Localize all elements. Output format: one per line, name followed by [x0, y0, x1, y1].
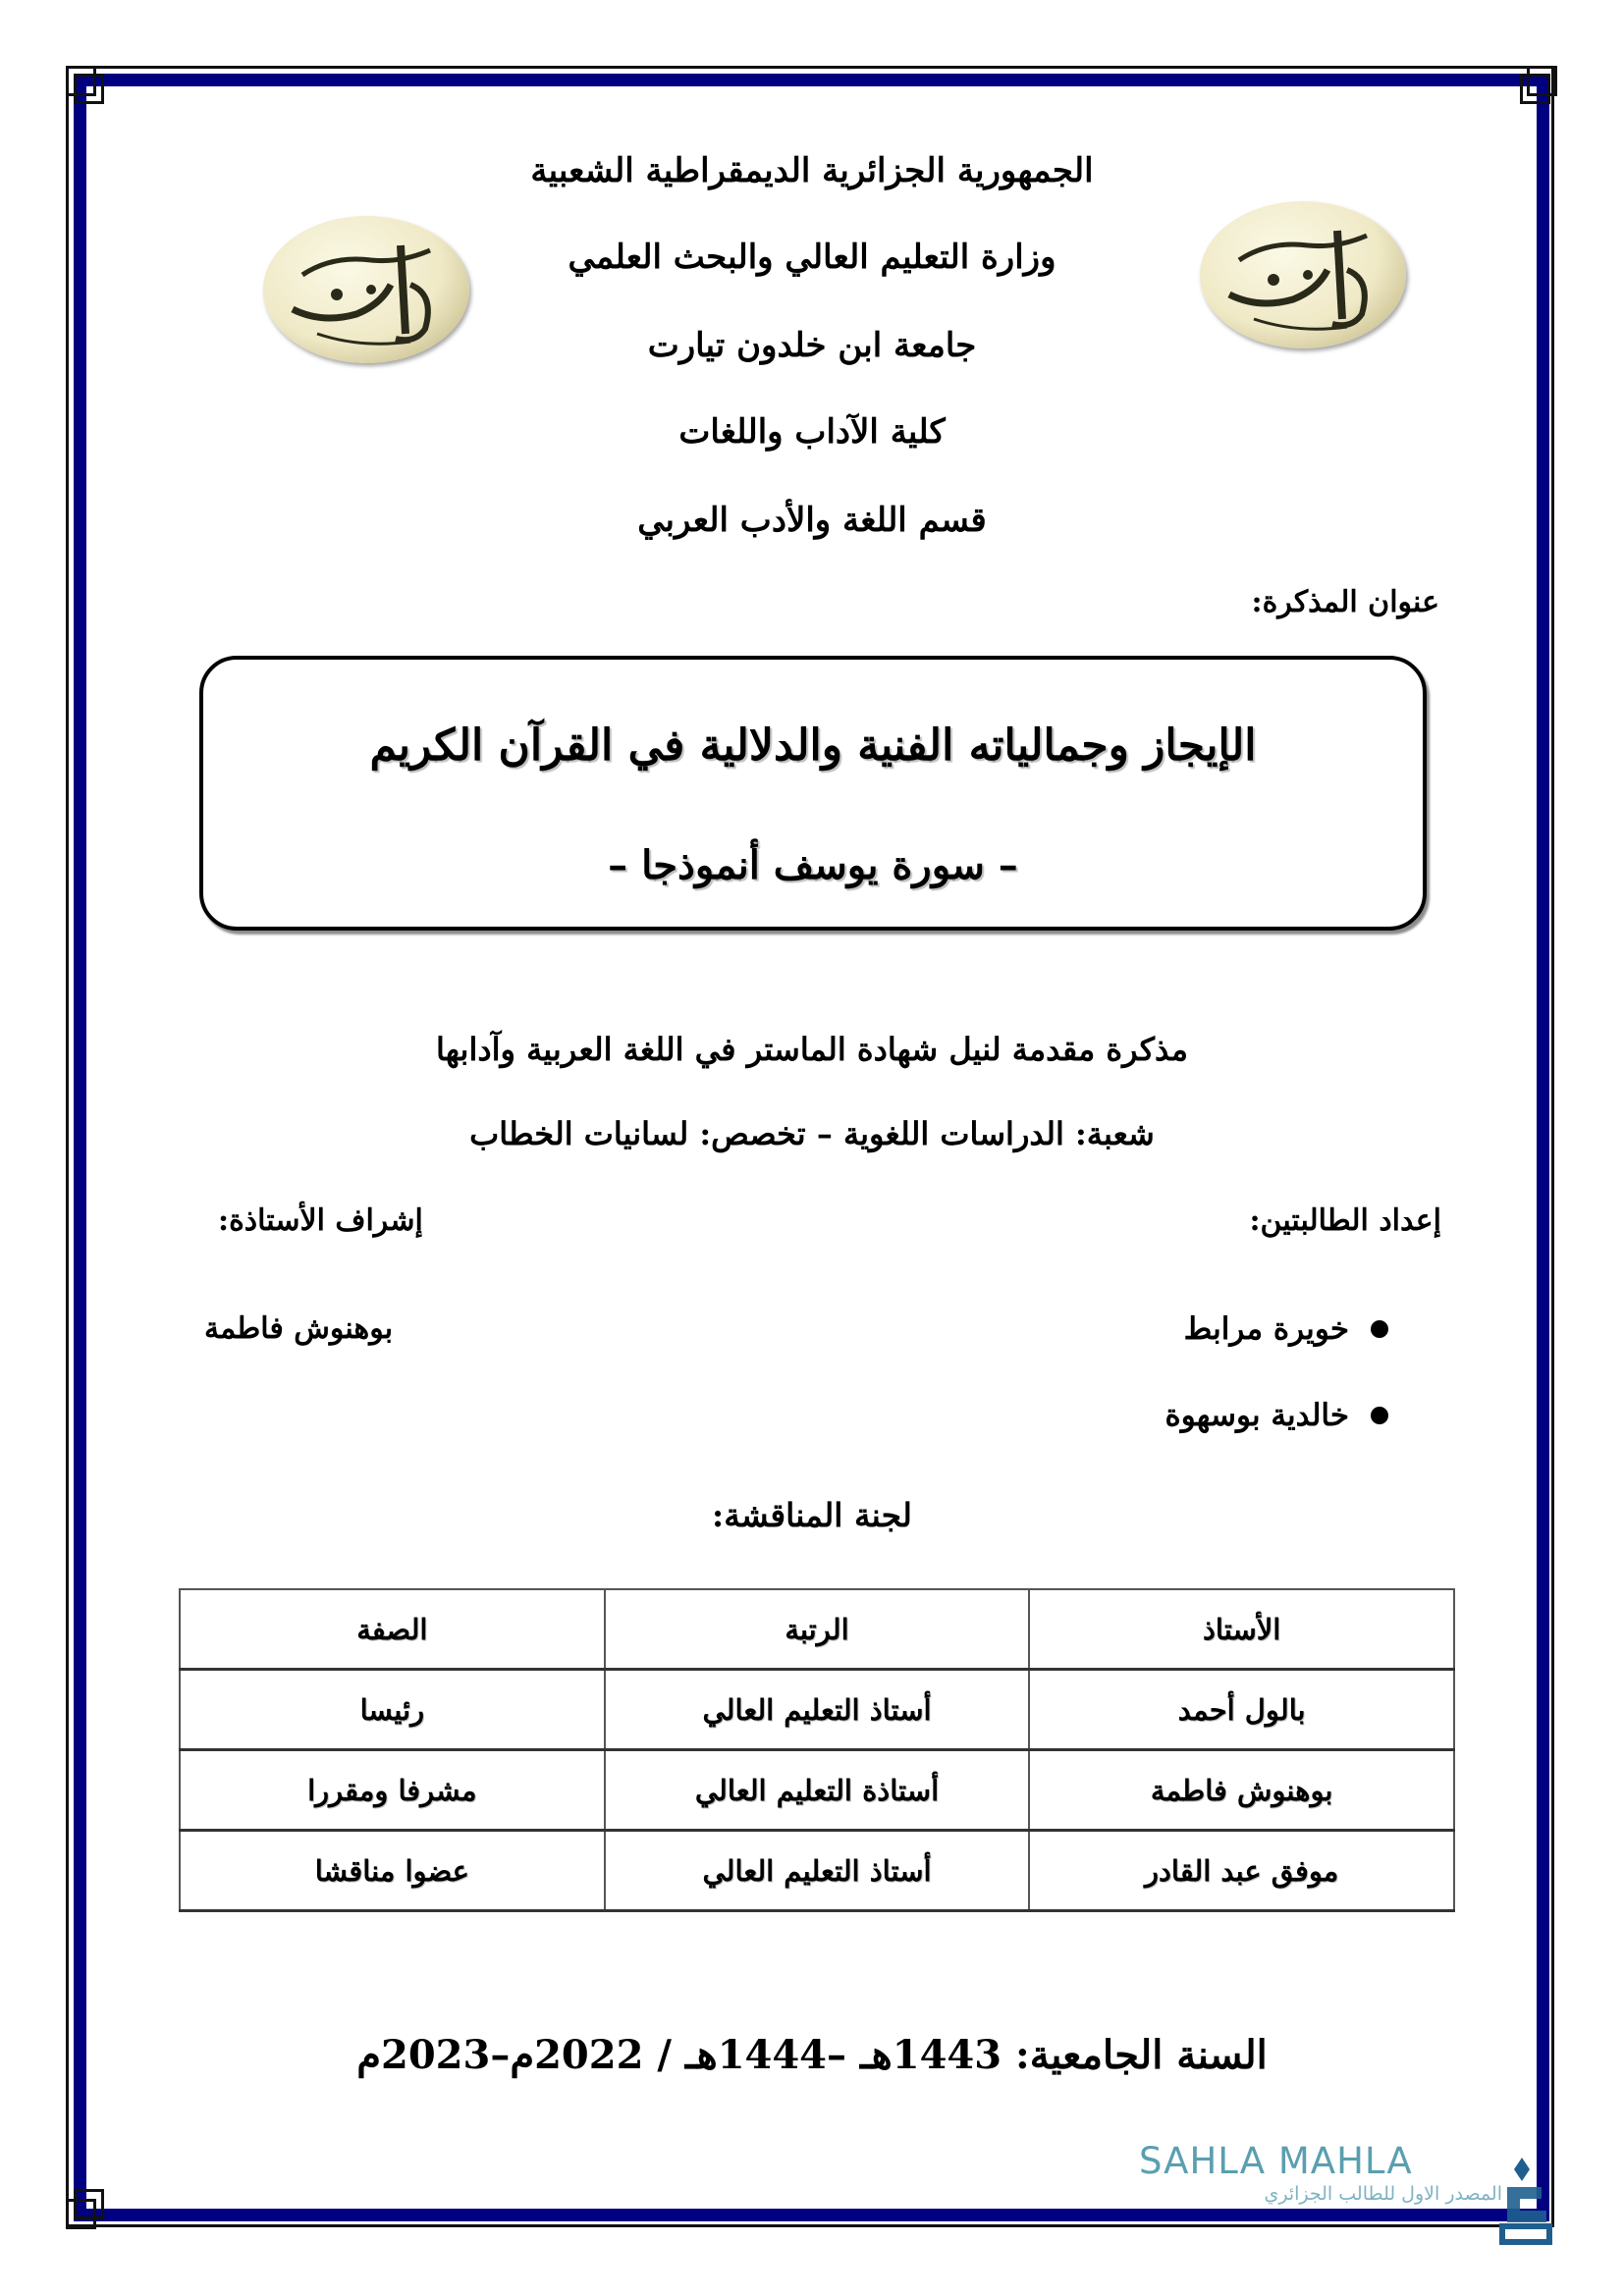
faculty-name: كلية الآداب واللغات — [678, 412, 946, 452]
member-rank: أستاذ التعليم العالي — [605, 1670, 1030, 1750]
academic-year: السنة الجامعية: 1443هـ –1444هـ / 2022م–2023م — [356, 2032, 1268, 2078]
column-header: الرتبة — [605, 1589, 1030, 1670]
sahla-mahla-logo-icon — [1492, 2148, 1561, 2256]
memo-title-box — [199, 656, 1427, 931]
border-corner-ornament — [74, 74, 104, 104]
member-role: عضوا مناقشا — [180, 1831, 605, 1911]
watermark-tagline: المصدر الاول للطالب الجزائري — [1264, 2183, 1502, 2205]
ministry-name: وزارة التعليم العالي والبحث العلمي — [568, 238, 1056, 277]
member-name: موفق عبد القادر — [1029, 1831, 1454, 1911]
table-row — [180, 1831, 1454, 1911]
member-role: رئيسا — [180, 1670, 605, 1750]
specialty-line: شعبة: الدراسات اللغوية – تخصص: لسانيات الخطاب — [469, 1115, 1155, 1152]
bullet-icon — [1371, 1407, 1388, 1424]
border-corner-ornament — [1520, 74, 1550, 104]
country-name: الجمهورية الجزائرية الديمقراطية الشعبية — [530, 151, 1094, 190]
student-item — [1164, 1398, 1388, 1433]
member-rank: أستاذ التعليم العالي — [605, 1831, 1030, 1911]
member-role: مشرفا ومقررا — [180, 1750, 605, 1831]
memo-title-label: عنوان المذكرة: — [1251, 585, 1439, 619]
table-row — [180, 1750, 1454, 1831]
table-header-row — [180, 1589, 1454, 1670]
degree-line: مذكرة مقدمة لنيل شهادة الماستر في اللغة العربية وآدابها — [436, 1031, 1188, 1068]
university-name: جامعة ابن خلدون تيارت — [647, 326, 977, 365]
memo-title: الإيجاز وجمالياته الفنية والدلالية في القرآن الكريم — [369, 721, 1257, 771]
watermark — [1139, 2140, 1551, 2209]
supervisor-label: إشراف الأستاذة: — [218, 1203, 423, 1238]
student-name: خويرة مرابط — [1183, 1311, 1349, 1347]
member-name: بوهنوش فاطمة — [1029, 1750, 1454, 1831]
committee-table — [179, 1588, 1455, 1912]
student-name: خالدية بوسهوة — [1164, 1398, 1349, 1433]
column-header: الصفة — [180, 1589, 605, 1670]
memo-subtitle: – سورة يوسف أنموذجا – — [608, 842, 1018, 888]
border-corner-ornament — [74, 2189, 104, 2219]
member-name: بالول أحمد — [1029, 1670, 1454, 1750]
bullet-icon — [1371, 1320, 1388, 1338]
column-header: الأستاذ — [1029, 1589, 1454, 1670]
watermark-brand: SAHLA MAHLA — [1139, 2140, 1413, 2182]
committee-label: لجنة المناقشة: — [712, 1496, 912, 1534]
table-row — [180, 1670, 1454, 1750]
member-rank: أستاذة التعليم العالي — [605, 1750, 1030, 1831]
supervisor-name: بوهنوش فاطمة — [204, 1311, 394, 1346]
department-name: قسم اللغة والأدب العربي — [637, 501, 987, 540]
students-label: إعداد الطالبتين: — [1249, 1203, 1441, 1238]
student-item — [1184, 1311, 1388, 1347]
